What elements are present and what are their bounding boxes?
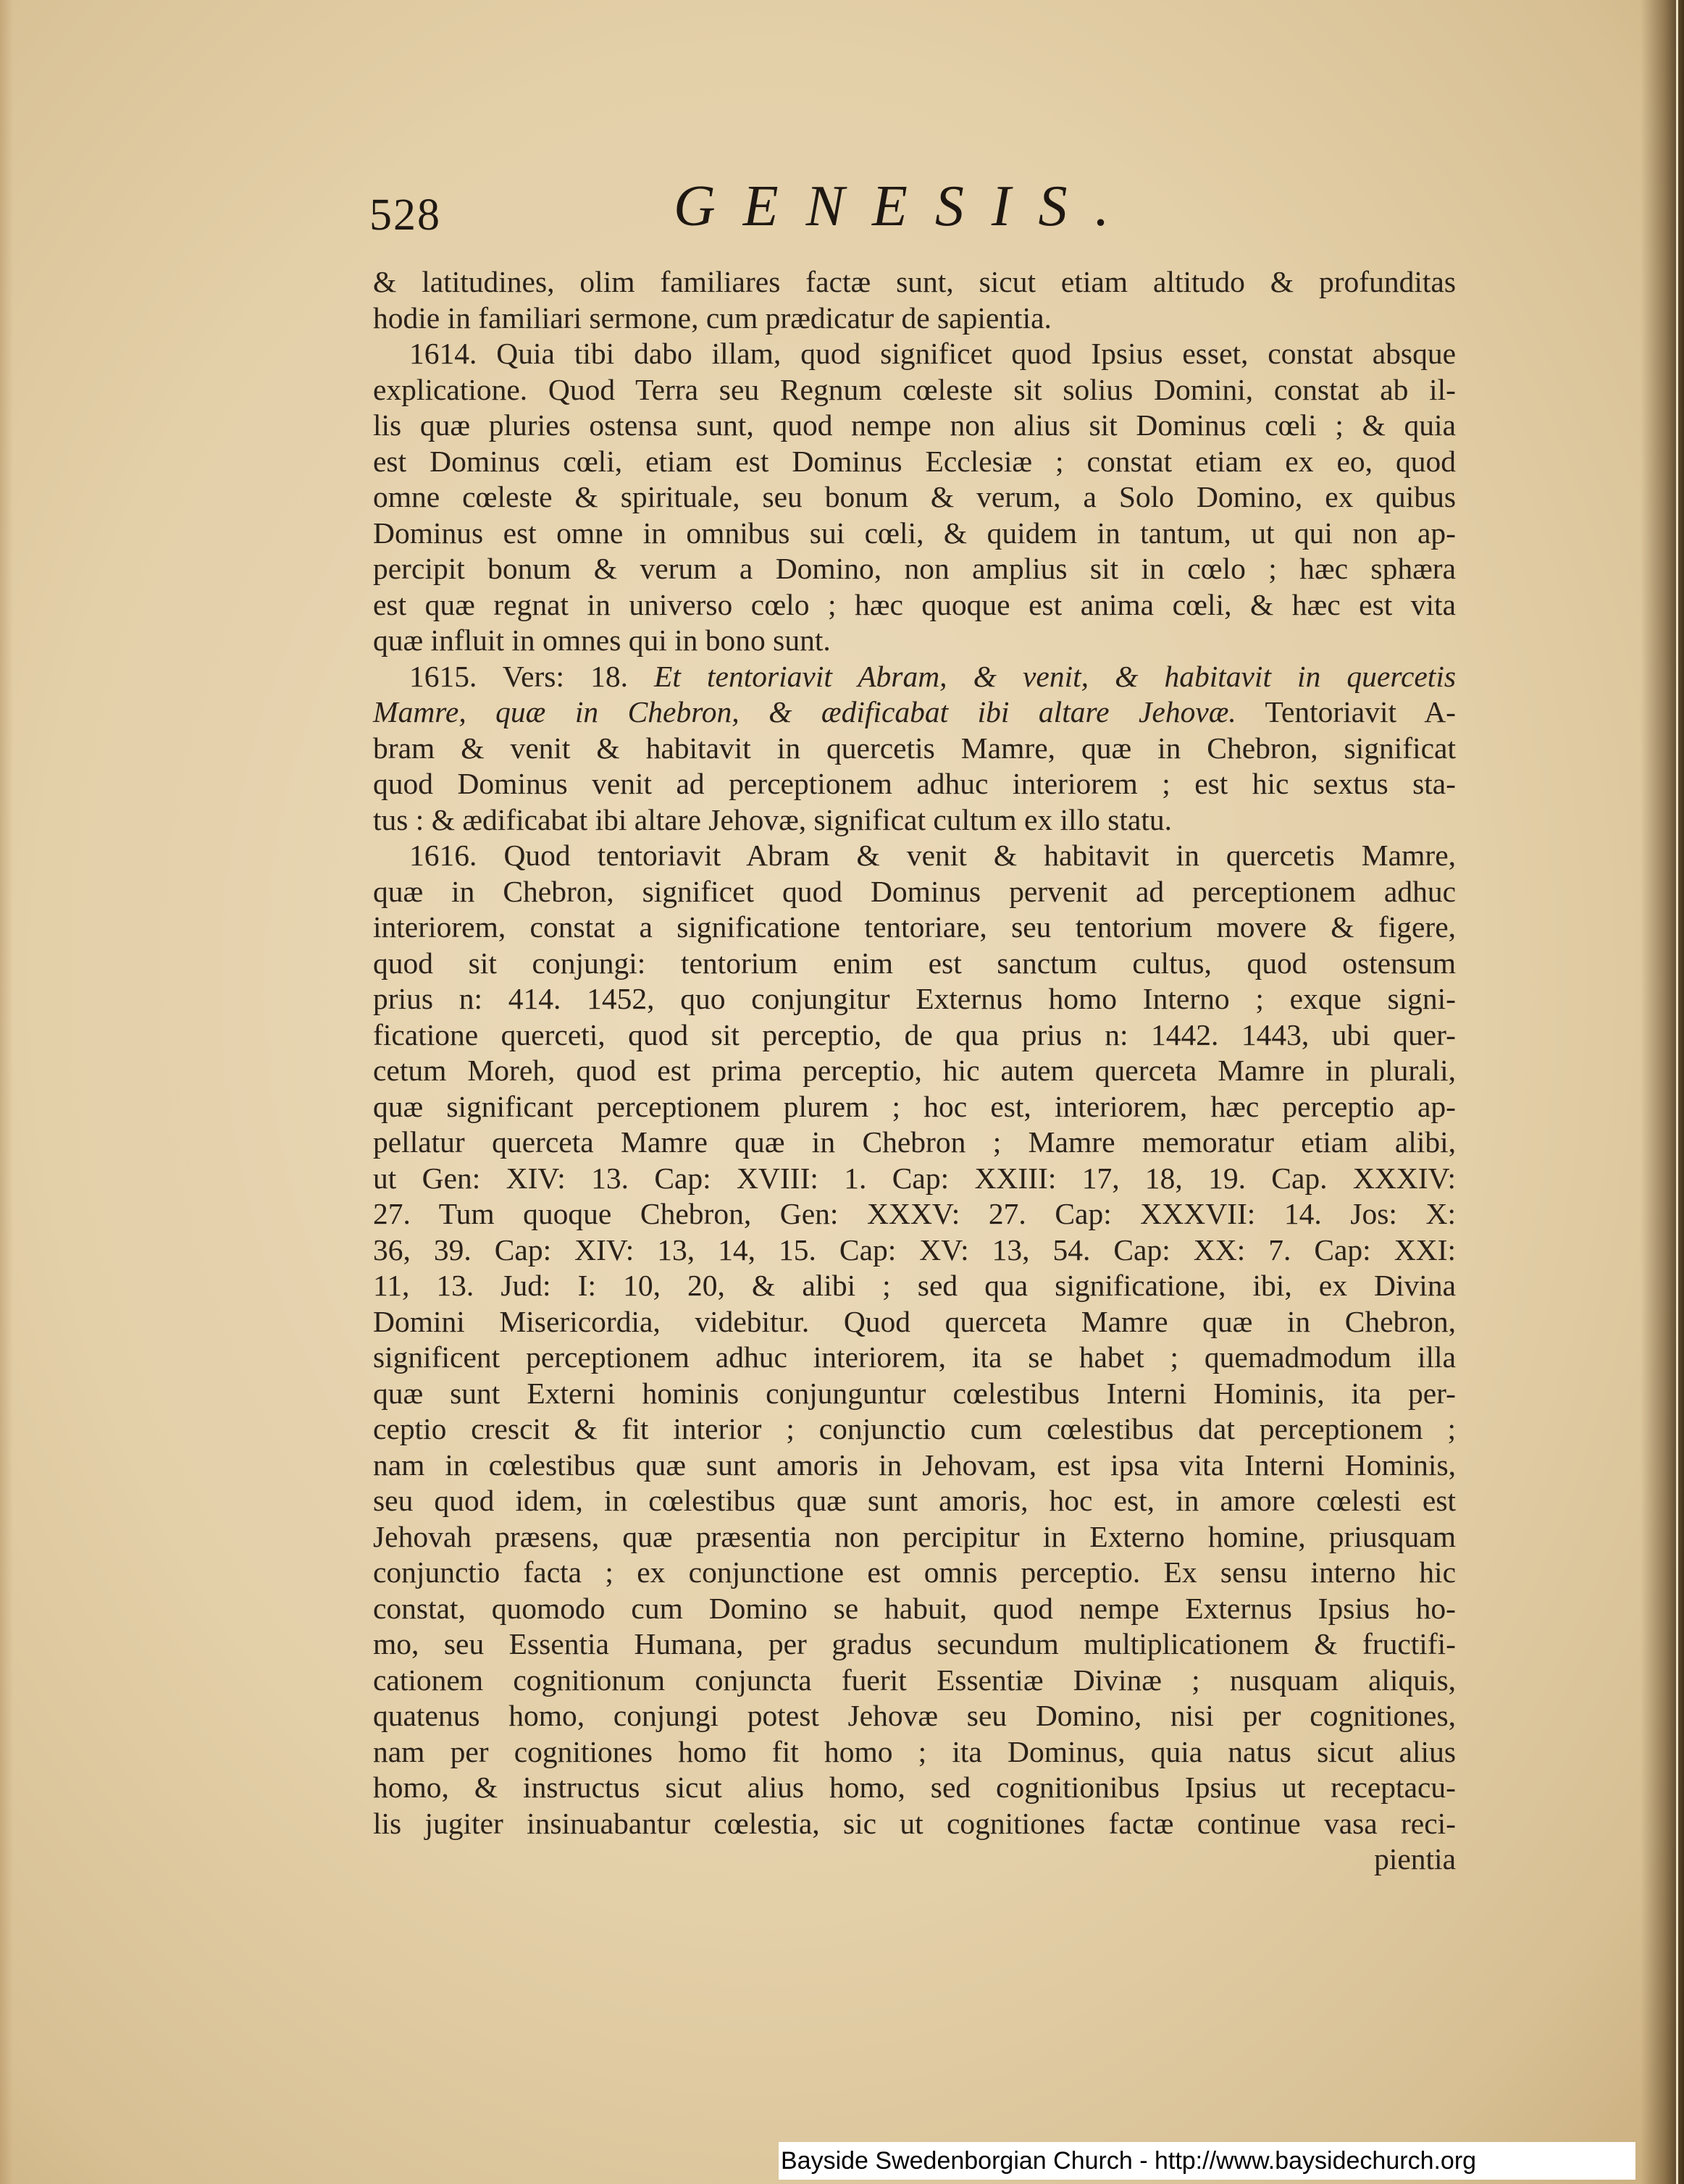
- text-line: [373, 444, 1456, 480]
- text-line-roman: hodie in familiari sermone, cum prædicatur de sapientia.: [373, 301, 1052, 335]
- text-line-roman: 27. Tum quoque Chebron, Gen: XXXV: 27. Cap: XXXVII: 14. Jos: X:: [373, 1197, 1456, 1230]
- page-left-edge: [0, 0, 13, 2184]
- text-line-roman: quod Dominus venit ad perceptionem adhuc interiorem ; est hic sextus sta-: [373, 767, 1456, 800]
- body-text: [373, 264, 1456, 1878]
- text-line-roman: prius n: 414. 1452, quo conjungitur Externus homo Interno ; exque signi-: [373, 982, 1456, 1015]
- text-line: [373, 1734, 1456, 1771]
- text-line: [373, 1125, 1456, 1161]
- text-line-roman: quod sit conjungi: tentorium enim est sanctum cultus, quod ostensum: [373, 946, 1456, 980]
- text-line-roman: Domini Misericordia, videbitur. Quod querceta Mamre quæ in Chebron,: [373, 1304, 1456, 1338]
- running-head: [369, 174, 1456, 253]
- text-line-roman: conjunctio facta ; ex conjunctione est omnis perceptio. Ex sensu interno hic: [373, 1555, 1456, 1589]
- text-line-roman: Jehovah præsens, quæ præsentia non percipitur in Externo homine, priusquam: [373, 1519, 1456, 1553]
- text-line-roman: bram & venit & habitavit in quercetis Mamre, quæ in Chebron, significat: [373, 731, 1456, 765]
- text-line: [373, 1519, 1456, 1555]
- text-line: [373, 694, 1456, 731]
- text-line-roman: quæ influit in omnes qui in bono sunt.: [373, 623, 831, 657]
- text-line-roman: ut Gen: XIV: 13. Cap: XVIII: 1. Cap: XXIII: 17, 18, 19. Cap. XXXIV:: [373, 1161, 1456, 1195]
- text-line: [373, 1448, 1456, 1484]
- text-line: [373, 623, 1456, 659]
- text-line-roman: 36, 39. Cap: XIV: 13, 14, 15. Cap: XV: 13, 54. Cap: XX: 7. Cap: XXI:: [373, 1232, 1456, 1267]
- text-line-roman: est quæ regnat in universo cœlo ; hæc quoque est anima cœli, & hæc est vita: [373, 587, 1456, 621]
- text-line-roman: Dominus est omne in omnibus sui cœli, & quidem in tantum, ut qui non ap-: [373, 516, 1456, 550]
- text-line-italic: Mamre, quæ in Chebron, & ædificabat ibi altare Jehovæ.: [373, 695, 1236, 728]
- text-line: [373, 551, 1456, 587]
- text-line-roman: nam in cœlestibus quæ sunt amoris in Jehovam, est ipsa vita Interni Hominis,: [373, 1448, 1456, 1482]
- page-edge: [1676, 0, 1678, 2184]
- page-number: 528: [369, 190, 441, 240]
- text-line: [373, 1161, 1456, 1197]
- text-line-roman: 11, 13. Jud: I: 10, 20, & alibi ; sed qua significatione, ibi, ex Divina: [373, 1269, 1456, 1302]
- text-line-roman: constat, quomodo cum Domino se habuit, quod nempe Externus Ipsius ho-: [373, 1591, 1456, 1625]
- text-line-roman: 1616. Quod tentoriavit Abram & venit & habitavit in quercetis Mamre,: [409, 839, 1456, 872]
- text-line-roman: pellatur querceta Mamre quæ in Chebron ; Mamre memoratur etiam alibi,: [373, 1125, 1456, 1159]
- text-line-roman: significent perceptionem adhuc interiorem, ita se habet ; quemadmodum illa: [373, 1340, 1456, 1374]
- text-line-roman: cetum Moreh, quod est prima perceptio, hic autem querceta Mamre in plurali,: [373, 1054, 1456, 1087]
- text-line: [373, 1017, 1456, 1054]
- text-line: [373, 1053, 1456, 1089]
- text-line-roman: Tentoriavit A-: [1236, 695, 1456, 728]
- text-line: [373, 1268, 1456, 1304]
- text-line-roman: omne cœleste & spirituale, seu bonum & verum, a Solo Domino, ex quibus: [373, 480, 1456, 513]
- text-line-roman: est Dominus cœli, etiam est Dominus Ecclesiæ ; constat etiam ex eo, quod: [373, 444, 1456, 478]
- text-line: [373, 766, 1456, 802]
- text-line-roman: homo, & instructus sicut alius homo, sed cognitionibus Ipsius ut receptacu-: [373, 1771, 1456, 1804]
- text-line-roman: mo, seu Essentia Humana, per gradus secundum multiplicationem & fructifi-: [373, 1627, 1456, 1660]
- text-line-roman: percipit bonum & verum a Domino, non amplius sit in cœlo ; hæc sphæra: [373, 552, 1456, 585]
- text-line-italic: Et tentoriavit Abram, & venit, & habitavit in quercetis: [654, 659, 1456, 693]
- text-line: [373, 946, 1456, 982]
- text-line: [373, 1663, 1456, 1699]
- text-line: [373, 910, 1456, 946]
- text-line: [373, 372, 1456, 408]
- text-line-roman: 1615. Vers: 18.: [409, 659, 655, 693]
- text-line-roman: lis jugiter insinuabantur cœlestia, sic ut cognitiones factæ continue vasa reci-: [373, 1806, 1456, 1840]
- text-line-roman: ceptio crescit & fit interior ; conjunctio cum cœlestibus dat perceptionem ;: [373, 1412, 1456, 1445]
- text-line: [373, 874, 1456, 910]
- text-line: [373, 1841, 1456, 1878]
- text-line-roman: 1614. Quia tibi dabo illam, quod significet quod Ipsius esset, constat absque: [409, 337, 1456, 370]
- text-line: [373, 1340, 1456, 1376]
- text-line: [373, 731, 1456, 767]
- book-title: GENESIS.: [674, 175, 1137, 238]
- text-line: [373, 479, 1456, 516]
- text-line-roman: pientia: [1374, 1842, 1456, 1876]
- text-line-roman: quæ significant perceptionem plurem ; hoc est, interiorem, hæc perceptio ap-: [373, 1089, 1456, 1123]
- text-line-roman: cationem cognitionum conjuncta fuerit Essentiæ Divinæ ; nusquam aliquis,: [373, 1663, 1456, 1697]
- text-line-roman: explicatione. Quod Terra seu Regnum cœleste sit solius Domini, constat ab il-: [373, 372, 1456, 406]
- text-line: [373, 587, 1456, 623]
- text-line: [373, 516, 1456, 552]
- text-line: [373, 1376, 1456, 1412]
- text-line: [373, 659, 1456, 695]
- text-line-roman: quæ sunt Externi hominis conjunguntur cœlestibus Interni Hominis, ita per-: [373, 1376, 1456, 1410]
- text-line-roman: quatenus homo, conjungi potest Jehovæ seu Domino, nisi per cognitiones,: [373, 1699, 1456, 1732]
- text-line: [373, 1698, 1456, 1734]
- text-line: [373, 1483, 1456, 1519]
- text-line-roman: ficatione querceti, quod sit perceptio, de qua prius n: 1442. 1443, ubi quer-: [373, 1017, 1456, 1051]
- text-line-roman: tus : & ædificabat ibi altare Jehovæ, significat cultum ex illo statu.: [373, 802, 1172, 836]
- text-line: [373, 1806, 1456, 1842]
- text-line: [373, 1770, 1456, 1806]
- text-line: [373, 1626, 1456, 1663]
- text-line: [373, 1555, 1456, 1591]
- text-line-roman: lis quæ pluries ostensa sunt, quod nempe non alius sit Dominus cœli ; & quia: [373, 408, 1456, 442]
- text-line: [373, 802, 1456, 839]
- text-line: [373, 1089, 1456, 1125]
- text-line: [373, 1196, 1456, 1232]
- text-line: [373, 1411, 1456, 1448]
- text-line: [373, 336, 1456, 372]
- text-line-roman: quæ in Chebron, significet quod Dominus pervenit ad perceptionem adhuc: [373, 874, 1456, 908]
- text-line-roman: seu quod idem, in cœlestibus quæ sunt amoris, hoc est, in amore cœlesti est: [373, 1484, 1456, 1517]
- text-line-roman: & latitudines, olim familiares factæ sunt, sicut etiam altitudo & profunditas: [373, 265, 1456, 298]
- text-line: [373, 408, 1456, 444]
- text-line: [373, 301, 1456, 337]
- text-line-roman: interiorem, constat a significatione tentoriare, seu tentorium movere & figere,: [373, 910, 1456, 944]
- text-line: [373, 1304, 1456, 1340]
- text-line: [373, 838, 1456, 874]
- text-line: [373, 264, 1456, 301]
- watermark: Bayside Swedenborgian Church - http://www.baysidechurch.org: [779, 2142, 1635, 2180]
- text-line: [373, 981, 1456, 1017]
- text-line-roman: nam per cognitiones homo fit homo ; ita Dominus, quia natus sicut alius: [373, 1734, 1456, 1768]
- text-line: [373, 1591, 1456, 1627]
- text-line: [373, 1232, 1456, 1269]
